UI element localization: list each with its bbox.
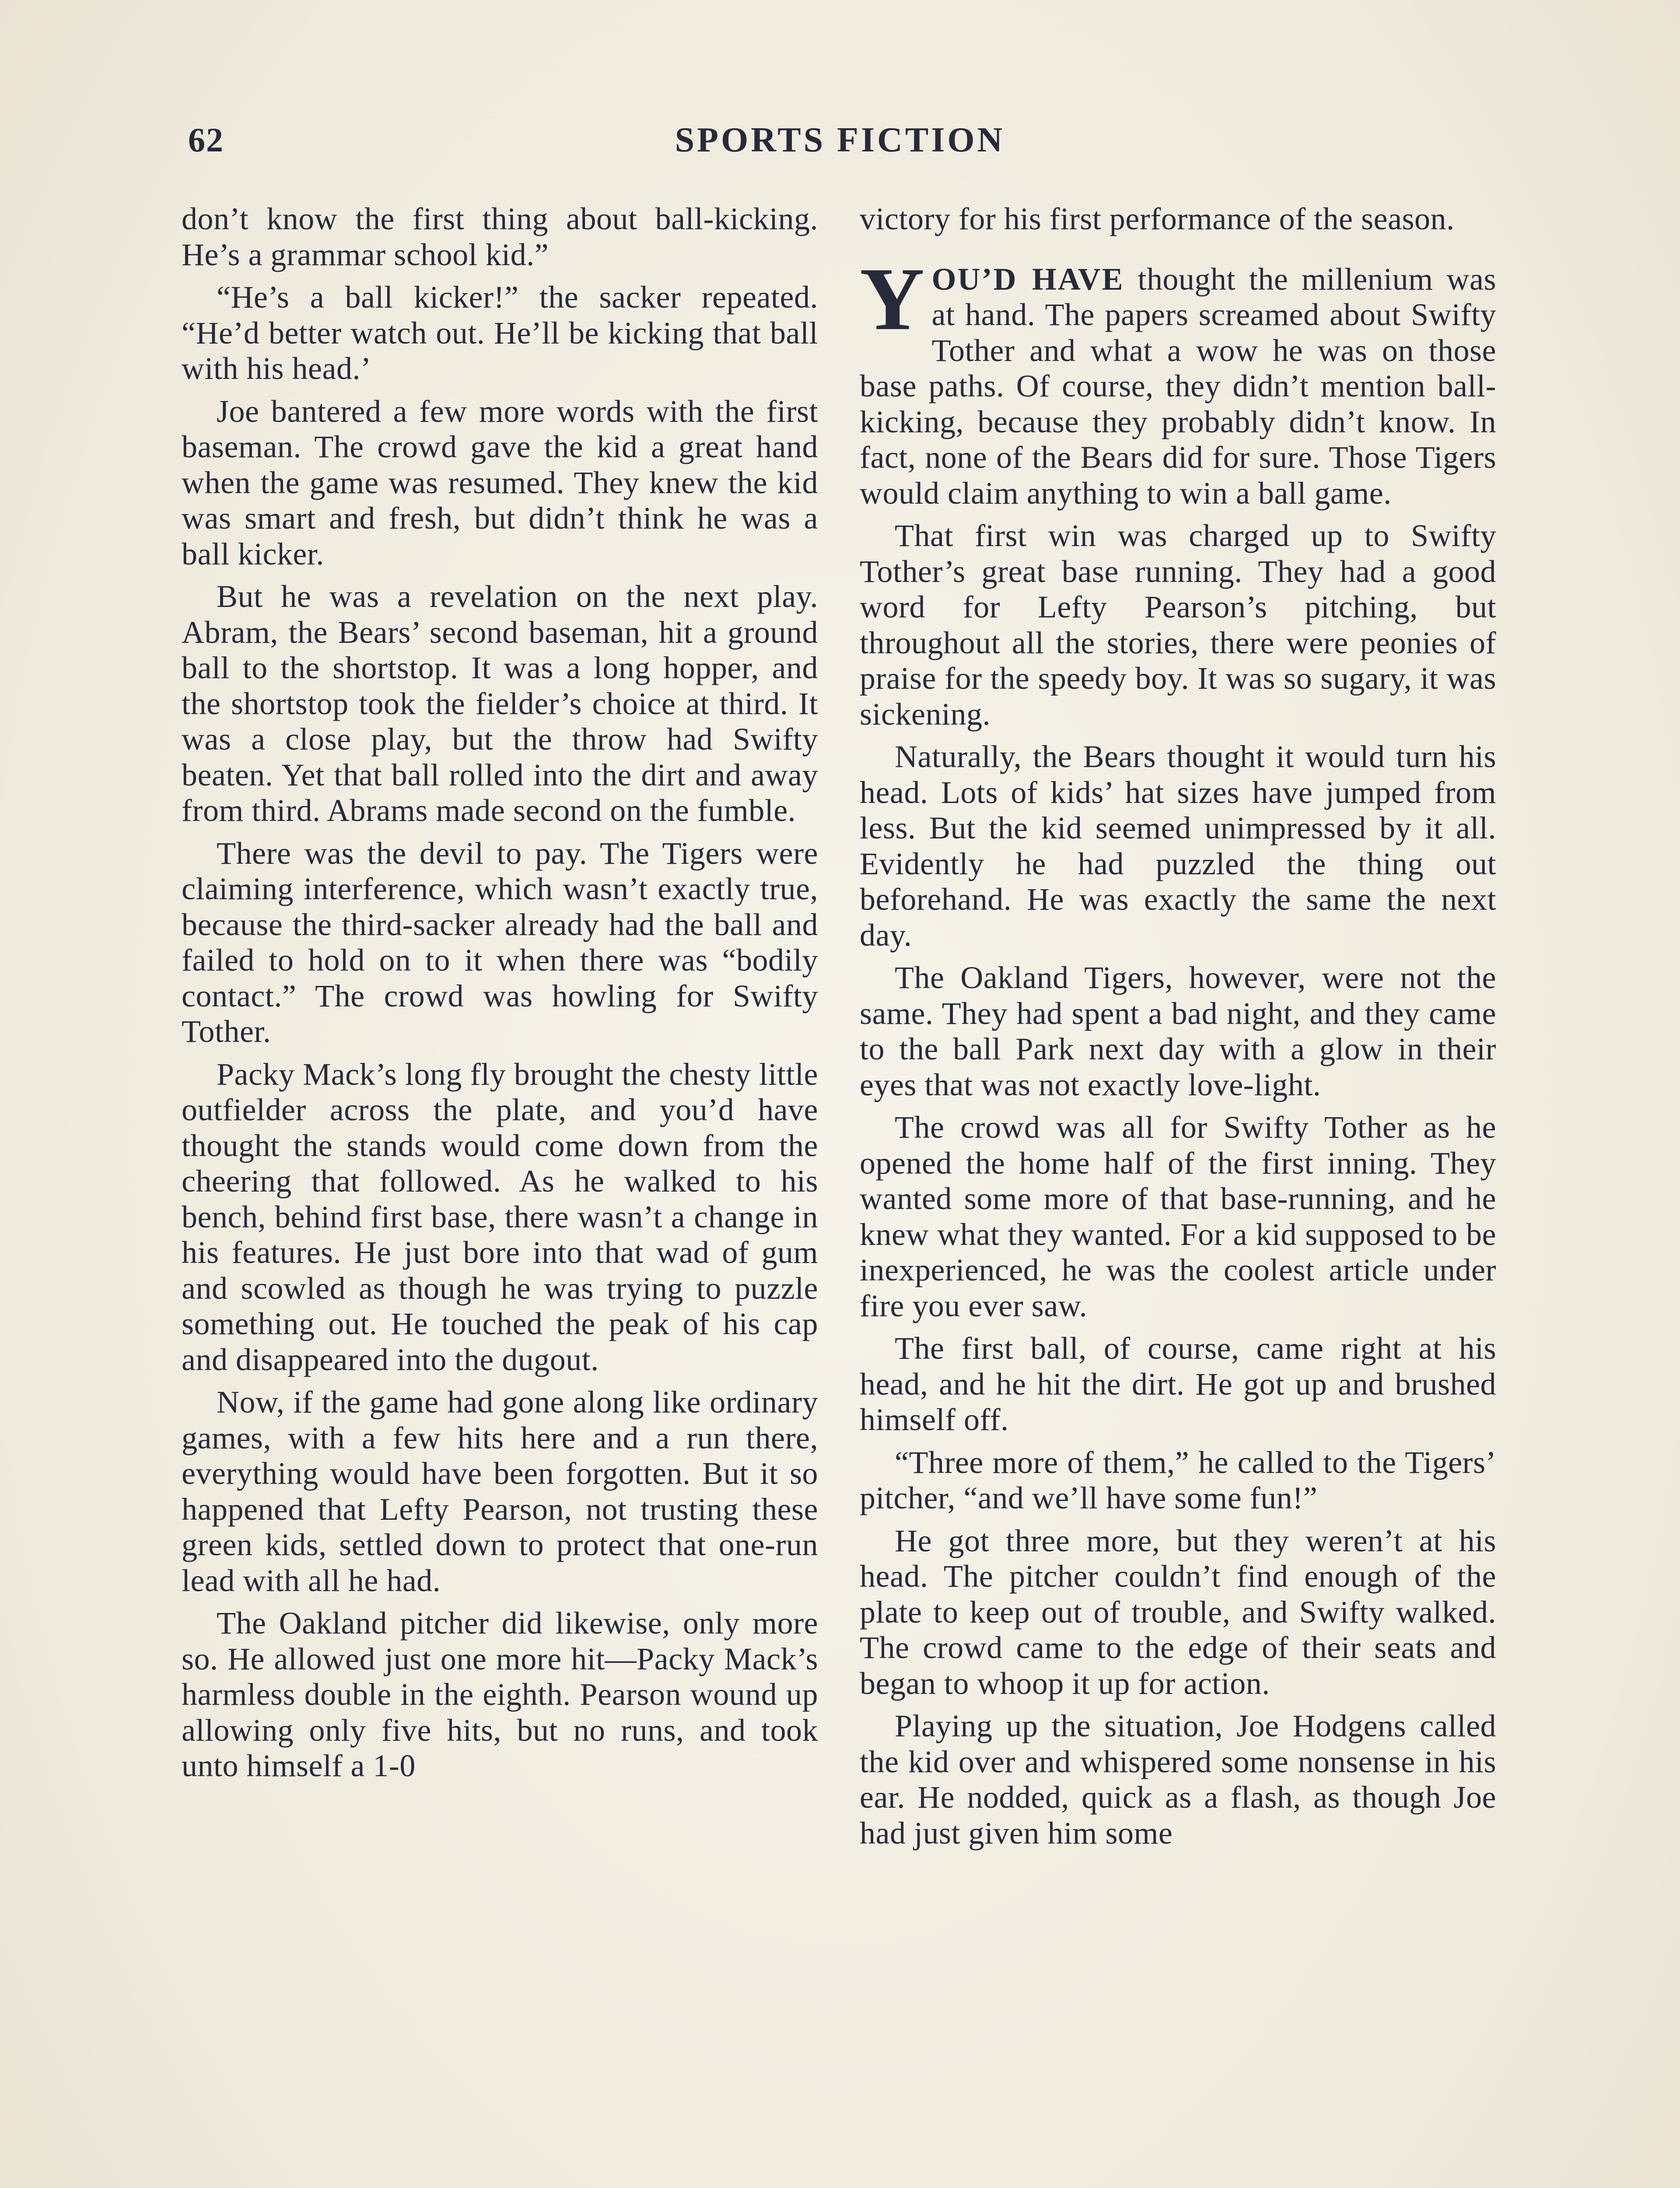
paragraph: But he was a revelation on the next play. Abram, the Bears’ second baseman, hit a ground ball to the shortstop. It was a long hopper, and the shortstop took the fielder’s choice at third. It was a close play, but the throw had Swifty beaten. Yet that ball rolled into the dirt and away from third. Abrams made second on the fumble. (182, 579, 818, 828)
page-number: 62 (188, 121, 224, 159)
paragraph: victory for his first performance of the season. (860, 201, 1455, 236)
paragraph: “Three more of them,” he called to the Tigers’ pitcher, “and we’ll have some fun!” (860, 1445, 1496, 1515)
paragraph: There was the devil to pay. The Tigers were claiming interference, which wasn’t exactly true, because the third-sacker already had the ball and failed to hold on to it when there was “bodily contact.” The crowd was howling for Swifty Tother. (182, 835, 818, 1049)
paragraph: “He’s a ball kicker!” the sacker repeated. “He’d better watch out. He’ll be kicking that ball with his head.’ (182, 280, 818, 386)
paragraph: The first ball, of course, came right at his head, and he hit the dirt. He got up and brushed himself off. (860, 1331, 1496, 1437)
paragraph: don’t know the first thing about ball-kicking. He’s a grammar school kid.” (182, 201, 818, 272)
running-title: SPORTS FICTION (675, 121, 1005, 159)
paragraph: Playing up the situation, Joe Hodgens called the kid over and whispered some nonsense in his ear. He nodded, quick as a flash, as though Joe had just given him some (860, 1708, 1496, 1851)
paragraph: Now, if the game had gone along like ordinary games, with a few hits here and a run there, everything would have been forgotten. But it so happened that Lefty Pearson, not trusting these green kids, settled down to protect that one-run lead with all he had. (182, 1385, 818, 1598)
section-lead-paragraph (860, 249, 1496, 512)
right-column (860, 201, 1496, 2188)
paragraph: Packy Mack’s long fly brought the chesty little outfielder across the plate, and you’d have thought the stands would come down from the cheering that followed. As he walked to his bench, behind first base, there wasn’t a change in his features. He just bore into that wad of gum and scowled as though he was trying to puzzle something out. He touched the peak of his cap and disappeared into the dugout. (182, 1056, 818, 1377)
left-column (182, 201, 818, 2188)
drop-cap: Y (860, 249, 925, 349)
page-header (175, 120, 1505, 168)
paragraph: The Oakland pitcher did likewise, only more so. He allowed just one more hit—Packy Mack’s harmless double in the eighth. Pearson wound up allowing only five hits, but no runs, and took unto himself a 1-0 (182, 1606, 818, 1783)
paragraph: The crowd was all for Swifty Tother as he opened the home half of the first inning. They wanted some more of that base-running, and he knew what they wanted. For a kid supposed to be inexperienced, he was the coolest article under fire you ever saw. (860, 1110, 1496, 1323)
paragraph: That first win was charged up to Swifty Tother’s great base running. They had a good word for Lefty Pearson’s pitching, but throughout all the stories, there were peonies of praise for the speedy boy. It was so sugary, it was sickening. (860, 518, 1496, 732)
paragraph: He got three more, but they weren’t at his head. The pitcher couldn’t find enough of the plate to keep out of trouble, and Swifty walked. The crowd came to the edge of their seats and began to whoop it up for action. (860, 1523, 1496, 1701)
paragraph: The Oakland Tigers, however, were not the same. They had spent a bad night, and they came to the ball Park next day with a glow in their eyes that was not exactly love-light. (860, 960, 1496, 1102)
paragraph: Naturally, the Bears thought it would turn his head. Lots of kids’ hat sizes have jumped from less. But the kid seemed unimpressed by it all. Evidently he had puzzled the thing out beforehand. He was exactly the same the next day. (860, 739, 1496, 953)
paragraph: Joe bantered a few more words with the first baseman. The crowd gave the kid a great hand when the game was resumed. They knew the kid was smart and fresh, but didn’t think he was a ball kicker. (182, 393, 818, 572)
lead-small-caps: OU’D HAVE (931, 261, 1124, 297)
lead-text: thought the millenium was at hand. The papers screamed about Swifty Tother and what a wow he was on those base paths. Of course, they didn’t mention ball-kicking, because they probably didn’t know. In fact, none of the Bears did for sure. Those Tigers would claim anything to win a ball game. (860, 261, 1496, 511)
